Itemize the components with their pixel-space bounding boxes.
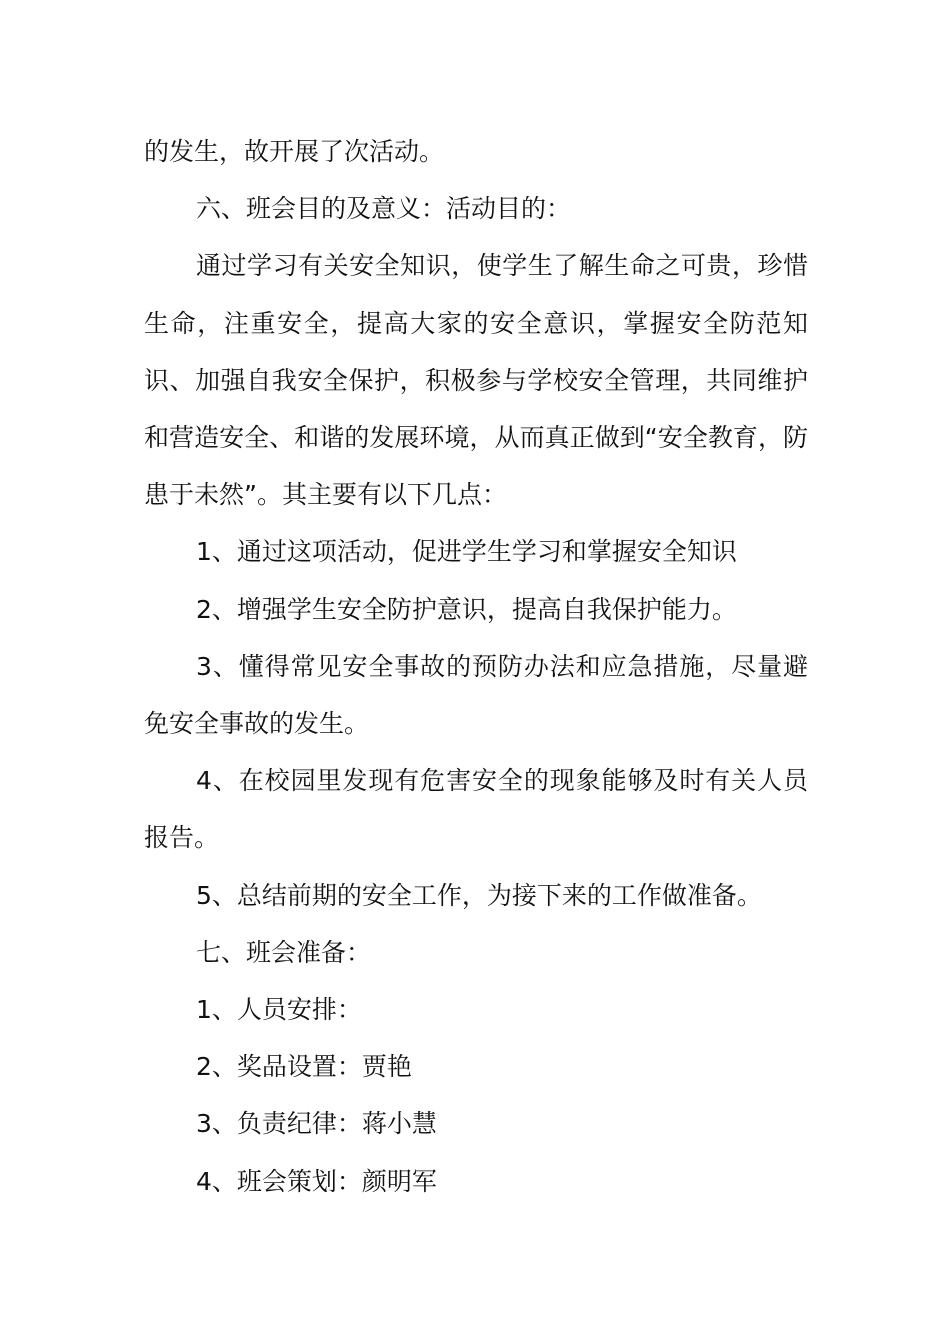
list-item-point-2: 2、增强学生安全防护意识，提高自我保护能力。	[196, 594, 737, 624]
list-item-point-3: 3、懂得常见安全事故的预防办法和应急措施，尽量避免安全事故的发生。	[144, 651, 808, 739]
list-item-discipline: 3、负责纪律：蒋小慧	[196, 1109, 437, 1139]
section-heading-preparation: 七、班会准备：	[196, 937, 372, 967]
list-item-point-5: 5、总结前期的安全工作，为接下来的工作做准备。	[196, 880, 762, 910]
list-item-point-4: 4、在校园里发现有危害安全的现象能够及时有关人员报告。	[144, 766, 808, 853]
list-item-prizes: 2、奖品设置：贾艳	[196, 1052, 412, 1082]
list-item-planning: 4、班会策划：颜明军	[196, 1166, 437, 1196]
list-item-staffing: 1、人员安排：	[196, 995, 362, 1025]
section-heading-purpose: 六、班会目的及意义：活动目的：	[196, 194, 572, 224]
paragraph-continuation: 的发生，故开展了次活动。	[144, 137, 445, 166]
paragraph-purpose-body: 通过学习有关安全知识，使学生了解生命之可贵，珍惜生命，注重安全，提高大家的安全意识，掌握安全防范知识、加强自我安全保护，积极参与学校安全管理，共同维护和营造安全、和谐的发展环境，从而真正做到“安全教育，防患于未然”。其主要有以下几点：	[144, 251, 808, 510]
document-body	[144, 123, 808, 1210]
list-item-point-1: 1、通过这项活动，促进学生学习和掌握安全知识	[196, 537, 737, 567]
